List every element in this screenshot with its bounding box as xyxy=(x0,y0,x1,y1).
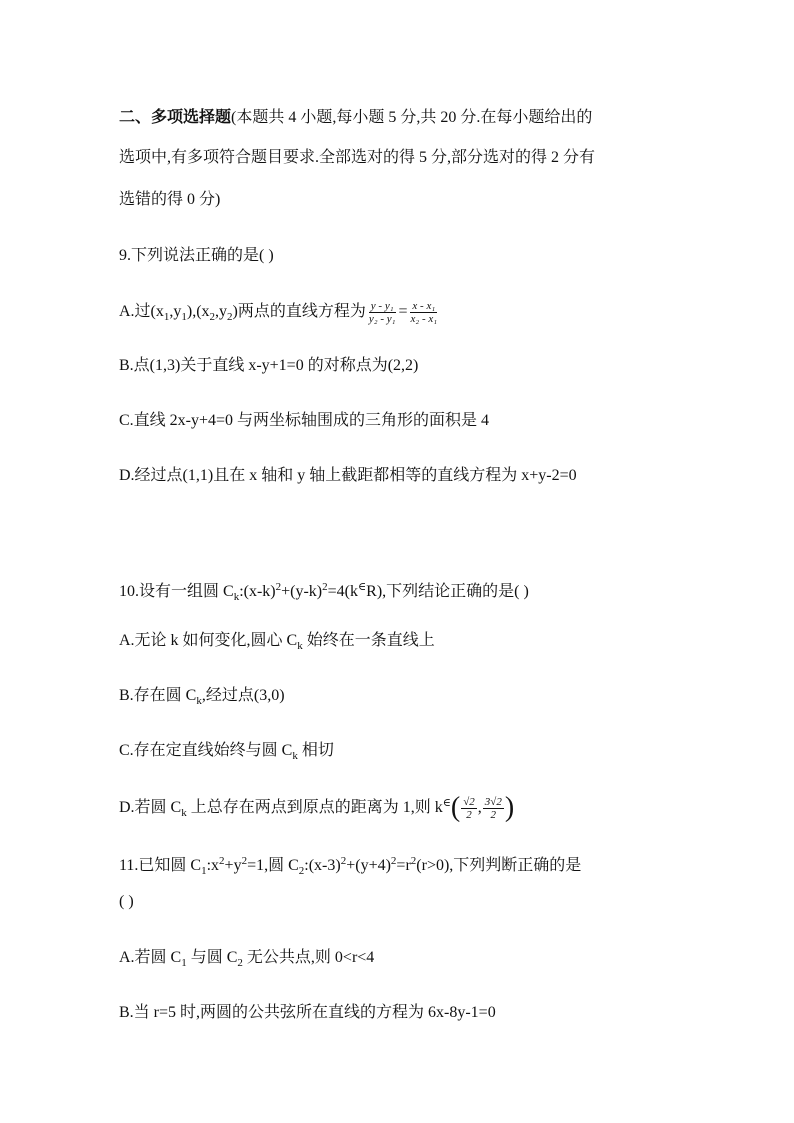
section-intro-3: 选错的得 0 分) xyxy=(119,191,221,208)
section-intro-2: 选项中,有多项符合题目要求.全部选对的得 5 分,部分选对的得 2 分有 xyxy=(119,149,596,166)
q9-option-c: C.直线 2x-y+4=0 与两坐标轴围成的三角形的面积是 4 xyxy=(119,412,490,429)
q9-fraction-x: $\frac{\text{x - x₁}}{\text{x₂ - x₁}}$ xyxy=(410,300,438,325)
q10-stem: 10.设有一组圆 $C_k:(x-k)^2+(y-k)^2=4(k^\in R)$,下列结论正确的是( ) xyxy=(119,581,529,603)
section-heading-line xyxy=(119,108,592,128)
q9-option-a: A.过$(x_1,y_1),(x_2,y_2)$两点的直线方程为 $\frac{\text{y - y₁}}{\text{y₂ - y₁}}$ = $\frac{\text{x - x₁}}{\text{x₂ - x₁}}$ xyxy=(119,300,438,325)
q9-stem: 9.下列说法正确的是( ) xyxy=(119,247,274,264)
q10-fraction-upper: $\frac{3√2}{2}$ xyxy=(484,795,502,821)
q10-interval: ( $\frac{√2}{2}$ , $\frac{3√2}{2}$ ) xyxy=(450,792,515,824)
q11-stem-line-1: 11.已知圆 $C_1:x^2+y^2=1$,圆 $C_2:(x-3)^2+(y+4)^2=r^2(r>0)$,下列判断正确的是 xyxy=(119,855,582,877)
q11-stem-line-2: ( ) xyxy=(119,893,134,910)
section-intro-1: (本题共 4 小题,每小题 5 分,共 20 分.在每小题给出的 xyxy=(231,109,593,126)
q9-fraction-y: $\frac{\text{y - y₁}}{\text{y₂ - y₁}}$ xyxy=(368,300,396,325)
q9-option-d: D.经过点(1,1)且在 x 轴和 y 轴上截距都相等的直线方程为 x+y-2=0 xyxy=(119,467,577,484)
q10-option-a: A.无论 k 如何变化,圆心 $C_k$ 始终在一条直线上 xyxy=(119,632,435,652)
q10-option-d: D.若圆 $C_k$ 上总存在两点到原点的距离为 1,则 k∈ ( $\frac{√2}{2}$ , $\frac{3√2}{2}$ ) xyxy=(119,792,515,824)
q10-fraction-lower: $\frac{√2}{2}$ xyxy=(463,795,475,821)
q10-option-b: B.存在圆 $C_k$,经过点(3,0) xyxy=(119,687,285,707)
q10-option-c: C.存在定直线始终与圆 $C_k$ 相切 xyxy=(119,742,334,762)
q9-option-b: B.点(1,3)关于直线 x-y+1=0 的对称点为(2,2) xyxy=(119,357,419,374)
q11-option-b: B.当 r=5 时,两圆的公共弦所在直线的方程为 6x-8y-1=0 xyxy=(119,1004,496,1021)
section-heading: 二、多项选择题 xyxy=(119,109,232,126)
q11-option-a: A.若圆 $C_1$ 与圆 $C_2$ 无公共点,则 0<r<4 xyxy=(119,949,375,969)
